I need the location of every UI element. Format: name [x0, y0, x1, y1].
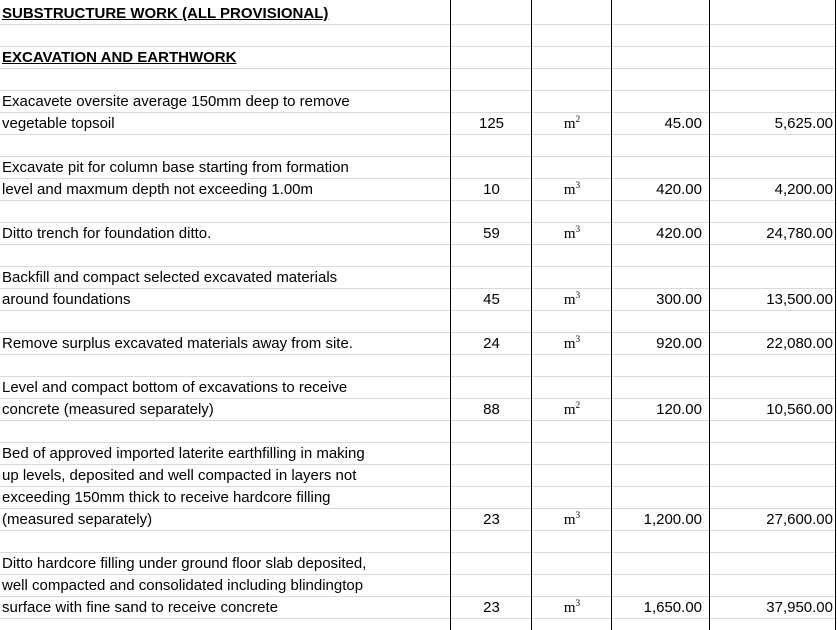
subsection-heading: EXCAVATION AND EARTHWORK	[2, 49, 237, 66]
item-rate: 120.00	[656, 401, 702, 418]
item-description-line: concrete (measured separately)	[2, 401, 214, 418]
item-description-line: exceeding 150mm thick to receive hardcore filling	[2, 489, 331, 506]
item-quantity: 125	[478, 115, 505, 132]
column-border-rate	[611, 0, 612, 630]
item-amount: 10,560.00	[766, 401, 833, 418]
item-rate: 420.00	[656, 181, 702, 198]
item-unit: $m^3$	[563, 598, 581, 616]
section-heading: SUBSTRUCTURE WORK (ALL PROVISIONAL)	[2, 5, 329, 22]
item-description-line: Level and compact bottom of excavations to receive	[2, 379, 348, 396]
item-description-line: level and maxmum depth not exceeding 1.00m	[2, 181, 314, 198]
item-unit: $m^3$	[563, 290, 581, 308]
item-description-line: Ditto trench for foundation ditto.	[2, 225, 212, 242]
item-unit: $m^3$	[563, 180, 581, 198]
item-description-line: Exacavete oversite average 150mm deep to remove	[2, 93, 350, 110]
item-amount: 22,080.00	[766, 335, 833, 352]
item-description-line: around foundations	[2, 291, 131, 308]
column-border-qty	[450, 0, 451, 630]
item-unit: $m^2$	[563, 114, 581, 132]
item-description-line: Excavate pit for column base starting from formation	[2, 159, 349, 176]
item-description-line: up levels, deposited and well compacted in layers not	[2, 467, 357, 484]
item-rate: 1,650.00	[643, 599, 702, 616]
item-description-line: vegetable topsoil	[2, 115, 115, 132]
item-quantity: 23	[483, 599, 500, 616]
column-border-unit	[531, 0, 532, 630]
item-quantity: 10	[483, 181, 500, 198]
item-rate: 420.00	[656, 225, 702, 242]
column-border-right	[835, 0, 836, 630]
item-description-line: surface with fine sand to receive concrete	[2, 599, 278, 616]
item-unit: $m^3$	[563, 510, 581, 528]
item-amount: 37,950.00	[766, 599, 833, 616]
item-amount: 5,625.00	[774, 115, 833, 132]
item-amount: 4,200.00	[774, 181, 833, 198]
item-description-line: Backfill and compact selected excavated materials	[2, 269, 338, 286]
item-quantity: 24	[483, 335, 500, 352]
item-amount: 24,780.00	[766, 225, 833, 242]
item-description-line: Remove surplus excavated materials away from site.	[2, 335, 353, 352]
column-border-amount	[709, 0, 710, 630]
item-quantity: 59	[483, 225, 500, 242]
item-quantity: 88	[483, 401, 500, 418]
item-description-line: (measured separately)	[2, 511, 153, 528]
item-rate: 300.00	[656, 291, 702, 308]
item-quantity: 23	[483, 511, 500, 528]
item-description-line: Bed of approved imported laterite earthfilling in making	[2, 445, 365, 462]
item-quantity: 45	[483, 291, 500, 308]
item-unit: $m^2$	[563, 400, 581, 418]
item-amount: 27,600.00	[766, 511, 833, 528]
item-rate: 45.00	[664, 115, 702, 132]
item-description-line: well compacted and consolidated including blindingtop	[2, 577, 364, 594]
item-description-line: Ditto hardcore filling under ground floor slab deposited,	[2, 555, 367, 572]
item-rate: 920.00	[656, 335, 702, 352]
item-amount: 13,500.00	[766, 291, 833, 308]
item-unit: $m^3$	[563, 224, 581, 242]
item-rate: 1,200.00	[643, 511, 702, 528]
item-unit: $m^3$	[563, 334, 581, 352]
